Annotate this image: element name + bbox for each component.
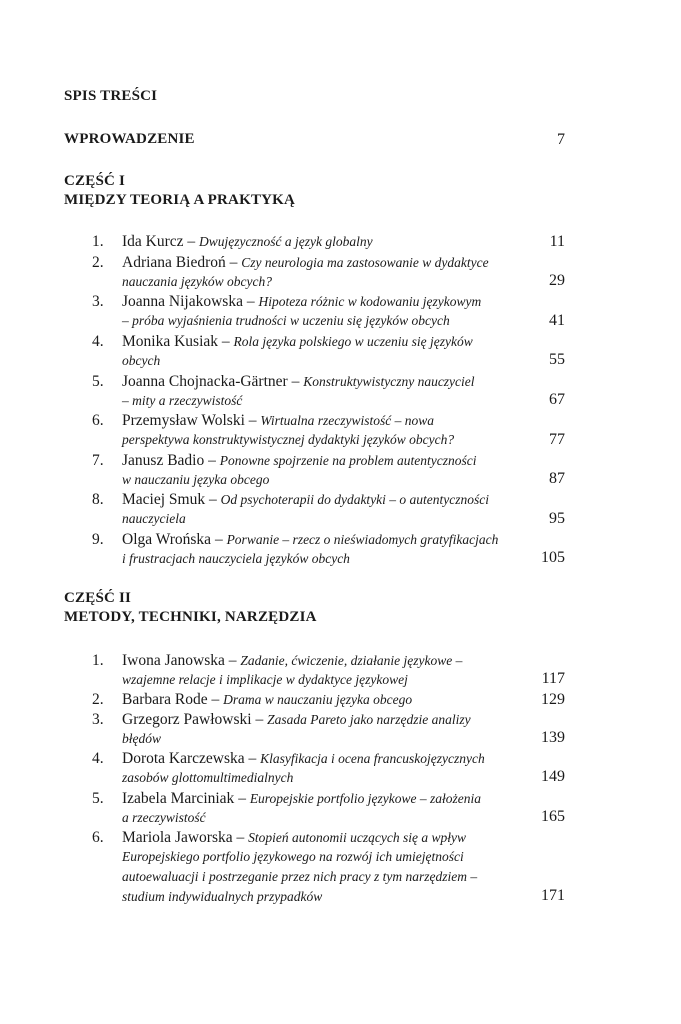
entry-title-continued: – próba wyjaśnienia trudności w uczeniu się języków obcych xyxy=(122,313,450,328)
entry-dash: – xyxy=(232,829,249,846)
entry-title: Konstruktywistyczny nauczyciel xyxy=(303,374,475,389)
entry-title: Rola języka polskiego w uczeniu się języków xyxy=(233,334,473,349)
entry-title-continued: a rzeczywistość xyxy=(122,810,206,825)
entry-page: 165 xyxy=(541,808,565,825)
entry-title: Zadanie, ćwiczenie, działanie językowe – xyxy=(240,653,463,668)
entry-number: 5. xyxy=(92,790,104,807)
entry-line xyxy=(122,829,498,847)
entry-author: Joanna Chojnacka-Gärtner xyxy=(122,373,288,390)
entry-title-continued: w nauczaniu języka obcego xyxy=(122,472,270,487)
entry-number: 2. xyxy=(92,691,104,708)
entry-author: Mariola Jaworska xyxy=(122,829,233,846)
entry-title-continued: nauczyciela xyxy=(122,511,186,526)
entry-dash: – xyxy=(244,750,261,767)
part1-title-line1: CZĘŚĆ I xyxy=(64,173,126,189)
entry-title: Zasada Pareto jako narzędzie analizy xyxy=(267,712,471,727)
entry-title: Wirtualna rzeczywistość – nowa xyxy=(260,413,435,428)
entry-author: Adriana Biedroń xyxy=(122,254,226,271)
entry-line xyxy=(122,254,498,272)
entry-page: 105 xyxy=(541,549,565,566)
entry-title-continued: Europejskiego portfolio językowego na rozwój ich umiejętności xyxy=(122,849,464,864)
entry-title-continued: wzajemne relacje i implikacje w dydaktyce językowej xyxy=(122,672,408,687)
entry-author: Olga Wrońska xyxy=(122,531,212,548)
entry-page: 77 xyxy=(549,431,565,448)
entry-dash: – xyxy=(204,452,220,469)
intro-label: WPROWADZENIE xyxy=(64,131,195,147)
entry-author: Dorota Karczewska xyxy=(122,750,245,767)
entry-author: Monika Kusiak xyxy=(122,333,219,350)
entry-author: Iwona Janowska xyxy=(122,652,225,669)
entry-dash: – xyxy=(224,652,241,669)
entry-line xyxy=(122,333,498,351)
entry-author: Joanna Nijakowska xyxy=(122,293,243,310)
entry-dash: – xyxy=(287,373,304,390)
entry-line xyxy=(122,293,498,311)
entry-author: Przemysław Wolski xyxy=(122,412,245,429)
entry-dash: – xyxy=(211,531,227,548)
entry-title-continued: studium indywidualnych przypadków xyxy=(122,889,323,904)
part2-title-line1: CZĘŚĆ II xyxy=(64,590,132,606)
toc-heading: SPIS TREŚCI xyxy=(64,88,158,104)
entry-line xyxy=(122,790,498,808)
entry-title: Od psychoterapii do dydaktyki – o autentyczności xyxy=(220,492,490,507)
entry-page: 41 xyxy=(549,312,565,329)
entry-page: 149 xyxy=(541,768,565,785)
entry-title: Europejskie portfolio językowe – założenia xyxy=(249,791,482,806)
entry-line xyxy=(122,233,498,251)
entry-dash: – xyxy=(183,233,200,250)
entry-line xyxy=(122,652,498,670)
entry-title: Drama w nauczaniu języka obcego xyxy=(223,692,413,707)
entry-line xyxy=(122,412,498,430)
entry-title-continued: autoewaluacji i postrzeganie przez nich pracy z tym narzędziem – xyxy=(122,869,478,884)
entry-number: 4. xyxy=(92,750,104,767)
entry-page: 87 xyxy=(549,470,565,487)
entry-title: Dwujęzyczność a język globalny xyxy=(199,234,373,249)
entry-number: 2. xyxy=(92,254,104,271)
entry-number: 5. xyxy=(92,373,104,390)
entry-dash: – xyxy=(244,412,261,429)
entry-author: Ida Kurcz xyxy=(122,233,184,250)
part2-title-line2: METODY, TECHNIKI, NARZĘDZIA xyxy=(64,609,317,625)
part1-title-line2: MIĘDZY TEORIĄ A PRAKTYKĄ xyxy=(64,192,296,208)
entry-line xyxy=(122,750,498,768)
entry-author: Izabela Marciniak xyxy=(122,790,235,807)
entry-title-continued: błędów xyxy=(122,731,161,746)
entry-author: Maciej Smuk xyxy=(122,491,206,508)
entry-title-continued: nauczania języków obcych? xyxy=(122,274,272,289)
entry-line xyxy=(122,691,498,709)
entry-line xyxy=(122,452,498,470)
entry-dash: – xyxy=(242,293,259,310)
entry-page: 117 xyxy=(541,670,565,687)
entry-author: Grzegorz Pawłowski xyxy=(122,711,252,728)
entry-title: Klasyfikacja i ocena francuskojęzycznych xyxy=(260,751,485,766)
entry-number: 8. xyxy=(92,491,104,508)
entry-dash: – xyxy=(218,333,234,350)
entry-page: 95 xyxy=(549,510,565,527)
entry-title-continued: – mity a rzeczywistość xyxy=(122,393,243,408)
entry-page: 171 xyxy=(541,887,565,904)
entry-number: 6. xyxy=(92,412,104,429)
entry-number: 1. xyxy=(92,233,104,250)
entry-title-continued: zasobów glottomultimedialnych xyxy=(122,770,294,785)
intro-page: 7 xyxy=(557,131,565,148)
entry-page: 55 xyxy=(549,351,565,368)
entry-number: 7. xyxy=(92,452,104,469)
entry-line xyxy=(122,491,498,509)
entry-dash: – xyxy=(205,491,221,508)
entry-number: 9. xyxy=(92,531,104,548)
entry-dash: – xyxy=(234,790,250,807)
entry-title: Porwanie – rzecz o nieświadomych gratyfikacjach xyxy=(226,532,499,547)
entry-dash: – xyxy=(251,711,268,728)
entry-number: 3. xyxy=(92,293,104,310)
entry-author: Janusz Badio xyxy=(122,452,205,469)
entry-page: 129 xyxy=(541,691,565,708)
entry-title-continued: i frustracjach nauczyciela języków obcych xyxy=(122,551,350,566)
entry-dash: – xyxy=(207,691,224,708)
entry-title-continued: obcych xyxy=(122,353,161,368)
entry-line xyxy=(122,373,498,391)
entry-number: 4. xyxy=(92,333,104,350)
entry-title: Stopień autonomii uczących się a wpływ xyxy=(248,830,466,845)
entry-number: 3. xyxy=(92,711,104,728)
entry-page: 11 xyxy=(549,233,565,250)
entry-dash: – xyxy=(225,254,242,271)
entry-title: Ponowne spojrzenie na problem autentyczności xyxy=(219,453,477,468)
entry-page: 67 xyxy=(549,391,565,408)
entry-title: Czy neurologia ma zastosowanie w dydaktyce xyxy=(241,255,489,270)
entry-author: Barbara Rode xyxy=(122,691,208,708)
entry-title-continued: perspektywa konstruktywistycznej dydaktyki języków obcych? xyxy=(122,432,455,447)
entry-line xyxy=(122,711,498,729)
entry-number: 6. xyxy=(92,829,104,846)
entry-number: 1. xyxy=(92,652,104,669)
entry-line xyxy=(122,531,498,549)
entry-page: 29 xyxy=(549,272,565,289)
entry-title: Hipoteza różnic w kodowaniu językowym xyxy=(258,294,482,309)
entry-page: 139 xyxy=(541,729,565,746)
